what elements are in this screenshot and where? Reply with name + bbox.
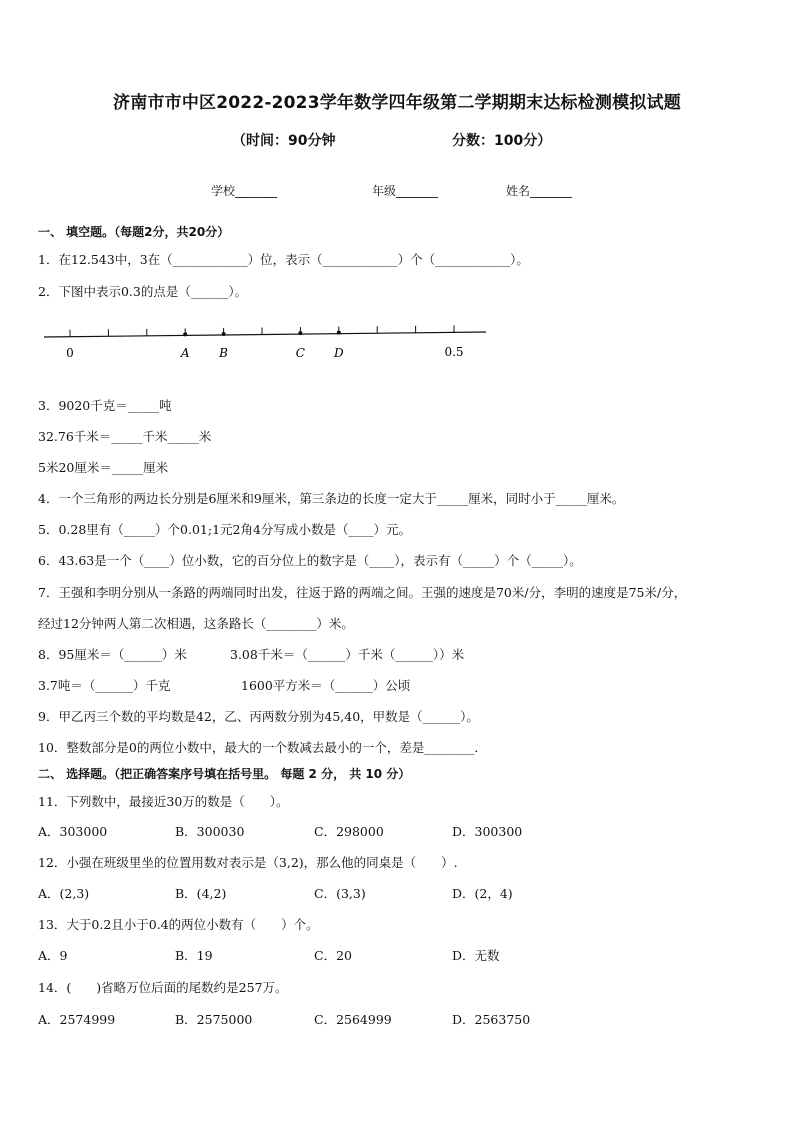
question-6: 6．43.63是一个（____）位小数，它的百分位上的数字是（____），表示有（_____）个（_____）。 (38, 553, 582, 568)
question-14-option-b: B．2575000 (175, 1012, 253, 1027)
number-line-label-d: D (333, 346, 344, 360)
question-11-option-d: D．300300 (452, 824, 523, 839)
question-8c: 3.7吨＝（______）千克 (38, 678, 171, 693)
number-line-point-d (337, 331, 341, 335)
question-14-option-a: A．2574999 (38, 1012, 116, 1027)
grade-field: 年级_______ (372, 184, 439, 198)
question-7-line2: 经过12分钟两人第二次相遇，这条路长（________）米。 (38, 616, 354, 631)
question-13-option-a: A．9 (38, 948, 68, 963)
exam-score: 分数：100分） (452, 133, 552, 149)
page-title: 济南市市中区2022-2023学年数学四年级第二学期期末达标检测模拟试题 (113, 93, 681, 113)
number-line-end-label: 0.5 (444, 345, 464, 359)
question-13-option-c: C．20 (314, 948, 352, 963)
question-5: 5．0.28里有（_____）个0.01;1元2角4分写成小数是（____）元。 (38, 522, 411, 537)
question-9: 9．甲乙丙三个数的平均数是42，乙、丙两数分别为45,40，甲数是（______）。 (38, 709, 479, 724)
question-3c: 5米20厘米＝_____厘米 (38, 460, 169, 475)
question-10: 10．整数部分是0的两位小数中，最大的一个数减去最小的一个，差是________． (38, 740, 487, 755)
number-line-point-b (222, 332, 226, 336)
question-14: 14．( )省略万位后面的尾数约是257万。 (38, 980, 288, 995)
exam-time: （时间：90分钟 (232, 133, 336, 149)
question-12-option-d: D．(2，4) (452, 886, 513, 901)
question-12-option-a: A．(2,3) (38, 886, 90, 901)
number-line-label-a: A (180, 346, 190, 360)
number-line-axis (44, 332, 486, 337)
school-field: 学校_______ (211, 184, 278, 198)
question-4: 4．一个三角形的两边长分别是6厘米和9厘米，第三条边的长度一定大于_____厘米，同时小于_____厘米。 (38, 491, 625, 506)
question-1: 1．在12.543中，3在（____________）位，表示（____________）个（____________）。 (38, 252, 529, 267)
question-12-option-b: B．(4,2) (175, 886, 227, 901)
number-line-label-c: C (295, 346, 305, 360)
name-field: 姓名_______ (506, 184, 573, 198)
number-line-point-c (298, 331, 302, 335)
question-8d: 1600平方米＝（______）公顷 (241, 678, 411, 693)
question-12-option-c: C．(3,3) (314, 886, 366, 901)
number-line-label-b: B (219, 346, 229, 360)
number-line-figure (38, 318, 498, 366)
question-8a: 8．95厘米＝（______）米 (38, 647, 187, 662)
number-line-start-label: 0 (66, 346, 74, 360)
question-3a: 3．9020千克＝_____吨 (38, 398, 172, 413)
question-14-option-d: D．2563750 (452, 1012, 531, 1027)
question-13-option-d: D．无数 (452, 948, 500, 963)
question-11-option-a: A．303000 (38, 824, 108, 839)
question-13-option-b: B．19 (175, 948, 213, 963)
number-line-point-a (183, 332, 187, 336)
question-14-option-c: C．2564999 (314, 1012, 392, 1027)
question-2: 2．下图中表示0.3的点是（______）。 (38, 284, 248, 299)
question-3b: 32.76千米＝_____千米_____米 (38, 429, 212, 444)
question-7-line1: 7．王强和李明分别从一条路的两端同时出发，往返于路的两端之间。王强的速度是70米/分，李明的速度是75米/分， (38, 585, 687, 600)
question-8b: 3.08千米＝（______）千米（______））米 (230, 647, 465, 662)
question-11: 11．下列数中，最接近30万的数是（ ）。 (38, 794, 289, 809)
question-11-option-b: B．300030 (175, 824, 245, 839)
section-choice-heading: 二、 选择题。（把正确答案序号填在括号里。 每题 2 分， 共 10 分） (38, 767, 411, 781)
question-11-option-c: C．298000 (314, 824, 384, 839)
section-fill-blank-heading: 一、 填空题。（每题2分，共20分） (38, 225, 230, 239)
question-12: 12．小强在班级里坐的位置用数对表示是（3,2)，那么他的同桌是（ ）. (38, 855, 458, 870)
question-13: 13．大于0.2且小于0.4的两位小数有（ ）个。 (38, 917, 319, 932)
